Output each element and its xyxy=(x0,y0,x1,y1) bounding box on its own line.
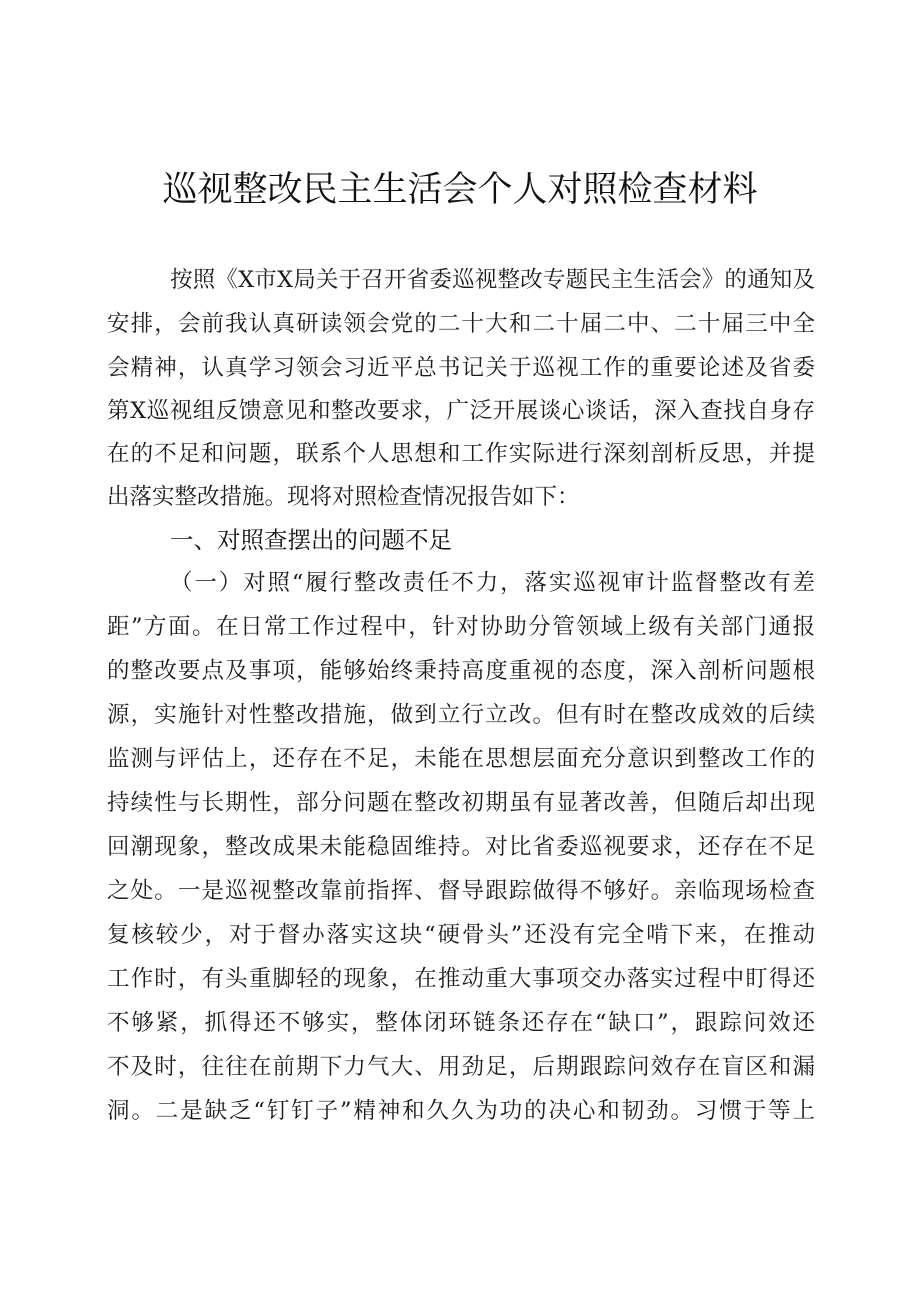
section-line: 的整改要点及事项，能够始终秉持高度重视的态度，深入剖析问题根 xyxy=(107,658,815,684)
section-line: 不及时，往往在前期下力气大、用劲足，后期跟踪问效存在盲区和漏 xyxy=(107,1054,815,1080)
intro-line: 出落实整改措施。现将对照检查情况报告如下： xyxy=(107,484,580,510)
intro-line: 安排，会前我认真研读领会党的二十大和二十届二中、二十届三中全 xyxy=(107,311,815,337)
intro-line: 第X巡视组反馈意见和整改要求，广泛开展谈心谈话，深入查找自身存 xyxy=(107,398,815,424)
section-line: 监测与评估上，还存在不足，未能在思想层面充分意识到整改工作的 xyxy=(107,746,815,772)
section-line: 距”方面。在日常工作过程中，针对协助分管领域上级有关部门通报 xyxy=(107,614,815,640)
intro-line: 会精神，认真学习领会习近平总书记关于巡视工作的重要论述及省委 xyxy=(107,355,815,381)
intro-line: 按照《X市X局关于召开省委巡视整改专题民主生活会》的通知及 xyxy=(170,267,815,293)
document-title: 巡视整改民主生活会个人对照检查材料 xyxy=(162,170,758,210)
section-line: （一）对照“履行整改责任不力，落实巡视审计监督整改有差 xyxy=(170,570,815,596)
section-heading: 一、对照查摆出的问题不足 xyxy=(170,526,452,554)
section-line: 源，实施针对性整改措施，做到立行立改。但有时在整改成效的后续 xyxy=(107,702,815,728)
section-line: 不够紧，抓得还不够实，整体闭环链条还存在“缺口”，跟踪问效还 xyxy=(107,1010,815,1036)
section-line: 之处。一是巡视整改靠前指挥、督导跟踪做得不够好。亲临现场检查 xyxy=(107,878,815,904)
section-line: 工作时，有头重脚轻的现象，在推动重大事项交办落实过程中盯得还 xyxy=(107,966,815,992)
intro-line: 在的不足和问题，联系个人思想和工作实际进行深刻剖析反思，并提 xyxy=(107,441,815,467)
section-line: 回潮现象，整改成果未能稳固维持。对比省委巡视要求，还存在不足 xyxy=(107,834,815,860)
section-line: 持续性与长期性，部分问题在整改初期虽有显著改善，但随后却出现 xyxy=(107,790,815,816)
section-line: 洞。二是缺乏“钉钉子”精神和久久为功的决心和韧劲。习惯于等上 xyxy=(107,1098,815,1124)
section-line: 复核较少，对于督办落实这块“硬骨头”还没有完全啃下来，在推动 xyxy=(107,922,815,948)
